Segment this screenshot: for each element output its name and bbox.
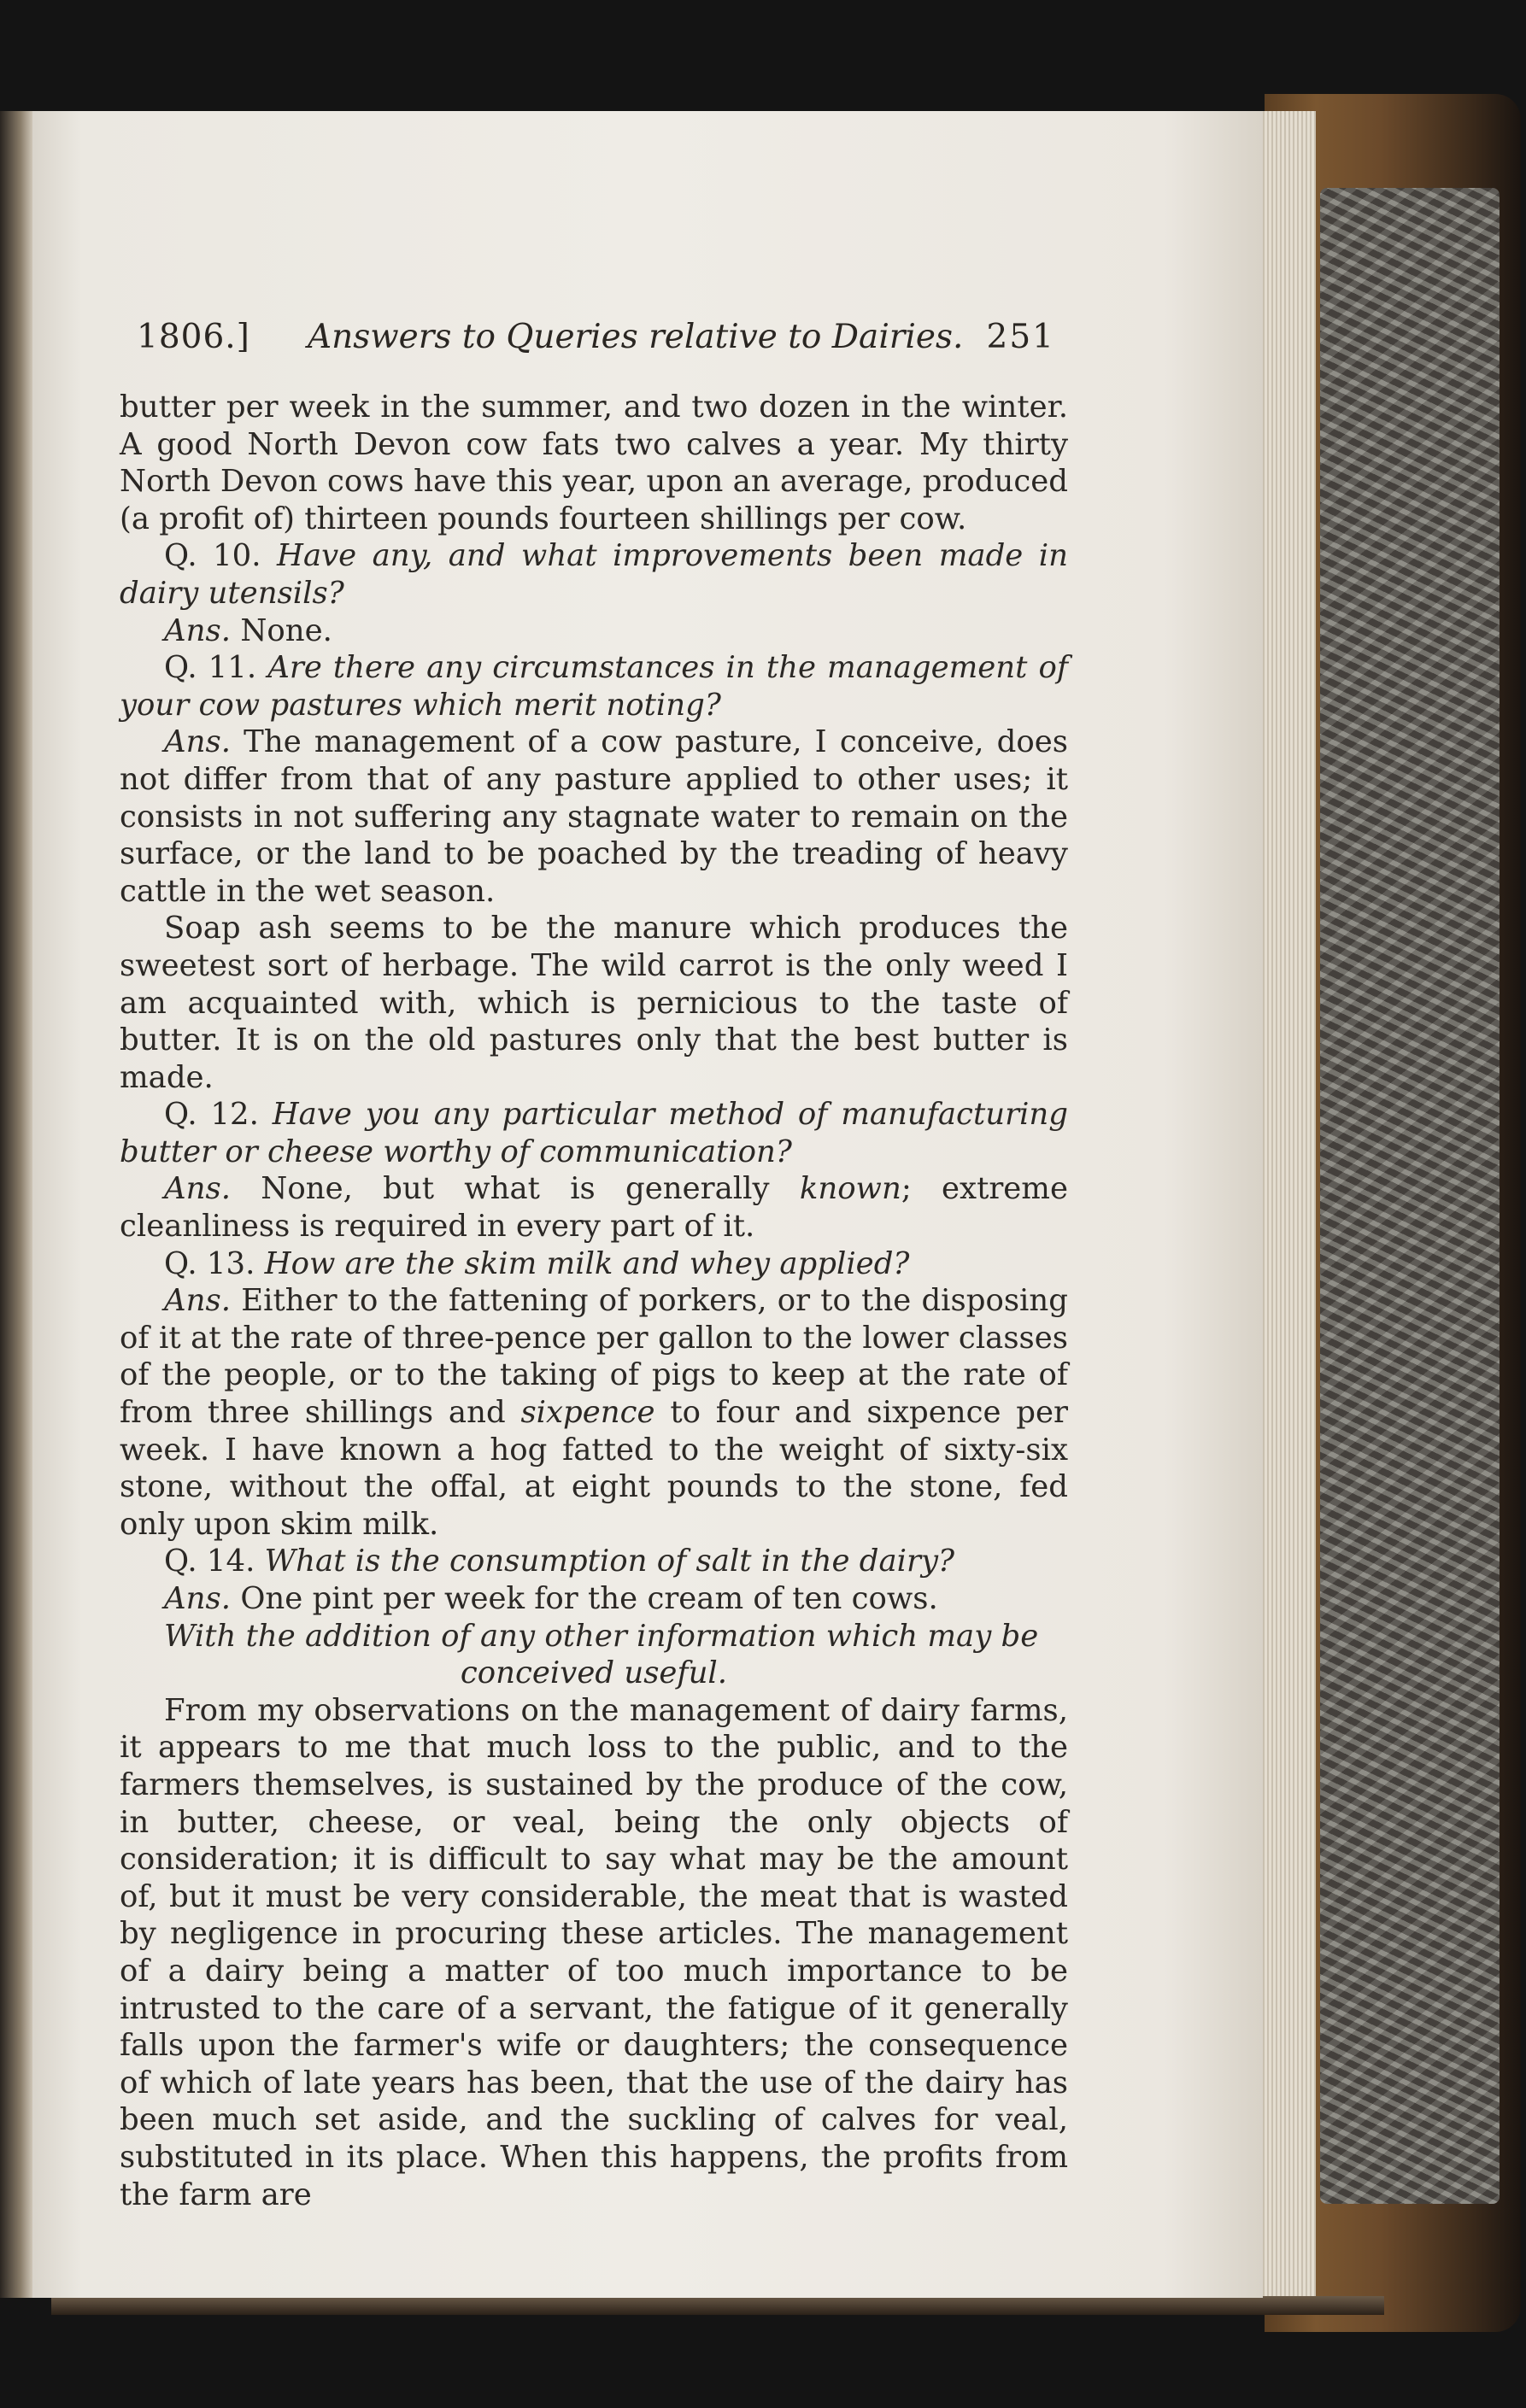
page-number: 251 xyxy=(986,318,1055,356)
query-14: Q. 14. What is the consumption of salt in the dairy? xyxy=(164,1544,955,1579)
answer-13: Ans. Either to the fattening of porkers, or to the disposing of it at the rate of three-pence per gallon to the lower classes of the people, or to the taking of pigs to keep at the rate of from three shillings and sixpence to four and sixpence per week. I have known a hog fatted to the weight of sixty-six stone, without the offal, at eight pounds to the stone, fed only upon skim milk. xyxy=(120,1283,1068,1542)
marbled-cover xyxy=(1320,188,1500,2204)
bottom-cover-edge xyxy=(51,2296,1384,2315)
query-13: Q. 13. How are the skim milk and whey applied? xyxy=(164,1245,910,1281)
query-11: Q. 11. Are there any circumstances in the management of your cow pastures which merit noting? xyxy=(120,650,1068,723)
header-year: 1806.] xyxy=(137,318,250,356)
page-header xyxy=(137,318,1055,369)
query-12: Q. 12. Have you any particular method of manufacturing butter or cheese worthy of communication? xyxy=(120,1097,1068,1169)
answer-14: Ans. One pint per week for the cream of ten cows. xyxy=(164,1581,938,1616)
paragraph-observations: From my observations on the management of dairy farms, it appears to me that much loss to the public, and to the farmers themselves, is sustained by the produce of the cow, in butter, cheese, or veal, being the only objects of consideration; it is difficult to say what may be the amount of, but it must be very considerable, the meat that is wasted by negligence in procuring these articles. The management of a dairy being a matter of too much importance to be intrusted to the care of a servant, the fatigue of it generally falls upon the farmer's wife or daughters; the consequence of which of late years has been, that the use of the dairy has been much set aside, and the suckling of calves for veal, substituted in its place. When this happens, the profits from the farm are xyxy=(120,1692,1068,2212)
paragraph-continued: butter per week in the summer, and two dozen in the winter. A good North Devon cow fats two calves a year. My thirty North Devon cows have this year, upon an average, produced (a profit of) thirteen pounds fourteen shillings per cow. xyxy=(120,390,1068,536)
section-heading-line1: With the addition of any other information which may be xyxy=(164,1618,1039,1654)
answer-10: Ans. None. xyxy=(164,612,332,648)
answer-11: Ans. The management of a cow pasture, I conceive, does not differ from that of any pasture applied to other uses; it consists in not suffering any stagnate water to remain on the surface, or the land to be poached by the treading of heavy cattle in the wet season. xyxy=(120,724,1068,909)
section-heading-line2: conceived useful. xyxy=(460,1655,728,1691)
body-text xyxy=(120,389,1068,2213)
running-title: Answers to Queries relative to Dairies. xyxy=(308,318,964,356)
query-10: Q. 10. Have any, and what improvements been made in dairy utensils? xyxy=(120,538,1068,611)
paragraph-soap-ash: Soap ash seems to be the manure which produces the sweetest sort of herbage. The wild carrot is the only weed I am acquainted with, which is pernicious to the taste of butter. It is on the old pastures only that the best butter is made. xyxy=(120,911,1068,1095)
left-page-edge xyxy=(0,111,34,2298)
answer-12: Ans. None, but what is generally known; extreme cleanliness is required in every part of it. xyxy=(120,1171,1068,1245)
